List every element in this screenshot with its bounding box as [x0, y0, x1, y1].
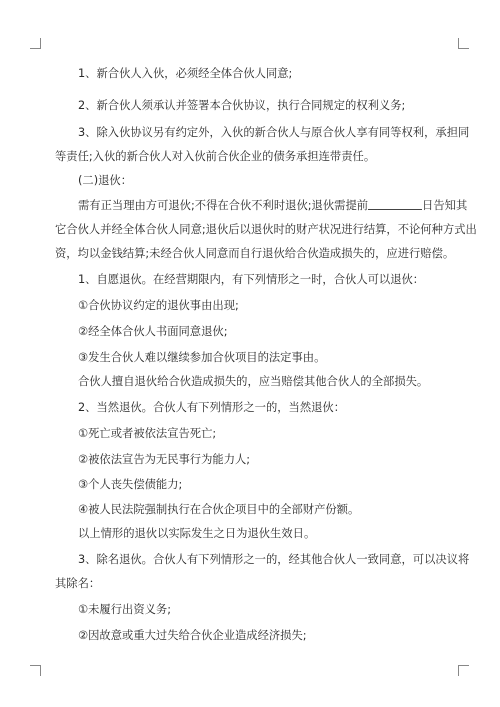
- crop-mark-bottom-right: [458, 665, 469, 676]
- paragraph-line: 等责任;入伙的新合伙人对入伙前合伙企业的债务承担连带责任。: [55, 150, 376, 163]
- paragraph-line: 1、新合伙人入伙，必须经全体合伙人同意;: [78, 67, 293, 80]
- list-item: ③发生合伙人难以继续参加合伙项目的法定事由。: [78, 351, 326, 364]
- section-heading: (二)退伙：: [78, 174, 133, 187]
- paragraph-line: 2、新合伙人须承认并签署本合伙协议，执行合同规定的权利义务;: [78, 99, 406, 112]
- paragraph-line: 它合伙人并经全体合伙人同意;退伙后以退伙时的财产状况进行结算，不论何种方式出: [55, 223, 477, 236]
- list-item: ②经全体合伙人书面同意退伙;: [78, 325, 228, 338]
- blank-days-field: [368, 199, 422, 210]
- list-item: ①未履行出资义务;: [78, 603, 172, 616]
- paragraph-line: 其除名：: [55, 577, 101, 590]
- list-item: ②因故意或重大过失给合伙企业造成经济损失;: [78, 629, 307, 642]
- withdraw-notice-line: [78, 198, 467, 214]
- paragraph-line: 1、自愿退伙。在经营期限内，有下列情形之一时，合伙人可以退伙：: [78, 273, 425, 286]
- crop-mark-top-right: [458, 38, 469, 49]
- list-item: ③个人丧失偿债能力;: [78, 478, 183, 491]
- withdraw-notice-after: 日告知其: [422, 199, 468, 212]
- list-item: ①合伙协议约定的退伙事由出现;: [78, 299, 239, 312]
- paragraph-line: 2、当然退伙。合伙人有下列情形之一的，当然退伙：: [78, 401, 346, 414]
- list-item: ①死亡或者被依法宣告死亡;: [78, 427, 217, 440]
- paragraph-line: 资，均以金钱结算;未经合伙人同意而自行退伙给合伙造成损失的，应进行赔偿。: [55, 247, 455, 260]
- withdraw-notice-before: 需有正当理由方可退伙;不得在合伙不利时退伙;退伙需提前: [78, 199, 369, 212]
- list-item: ④被人民法院强制执行在合伙企项目中的全部财产份额。: [78, 503, 360, 516]
- paragraph-line: 3、除入伙协议另有约定外，入伙的新合伙人与原合伙人享有同等权利，承担同: [78, 126, 470, 139]
- paragraph-line: 3、除名退伙。合伙人有下列情形之一的，经其他合伙人一致同意，可以决议将: [78, 553, 470, 566]
- crop-mark-bottom-left: [30, 665, 41, 676]
- paragraph-line: 以上情形的退伙以实际发生之日为退伙生效日。: [78, 527, 316, 540]
- paragraph-line: 合伙人擅自退伙给合伙造成损失的，应当赔偿其他合伙人的全部损失。: [78, 375, 429, 388]
- crop-mark-top-left: [30, 38, 41, 49]
- list-item: ②被依法宣告为无民事行为能力人;: [78, 453, 251, 466]
